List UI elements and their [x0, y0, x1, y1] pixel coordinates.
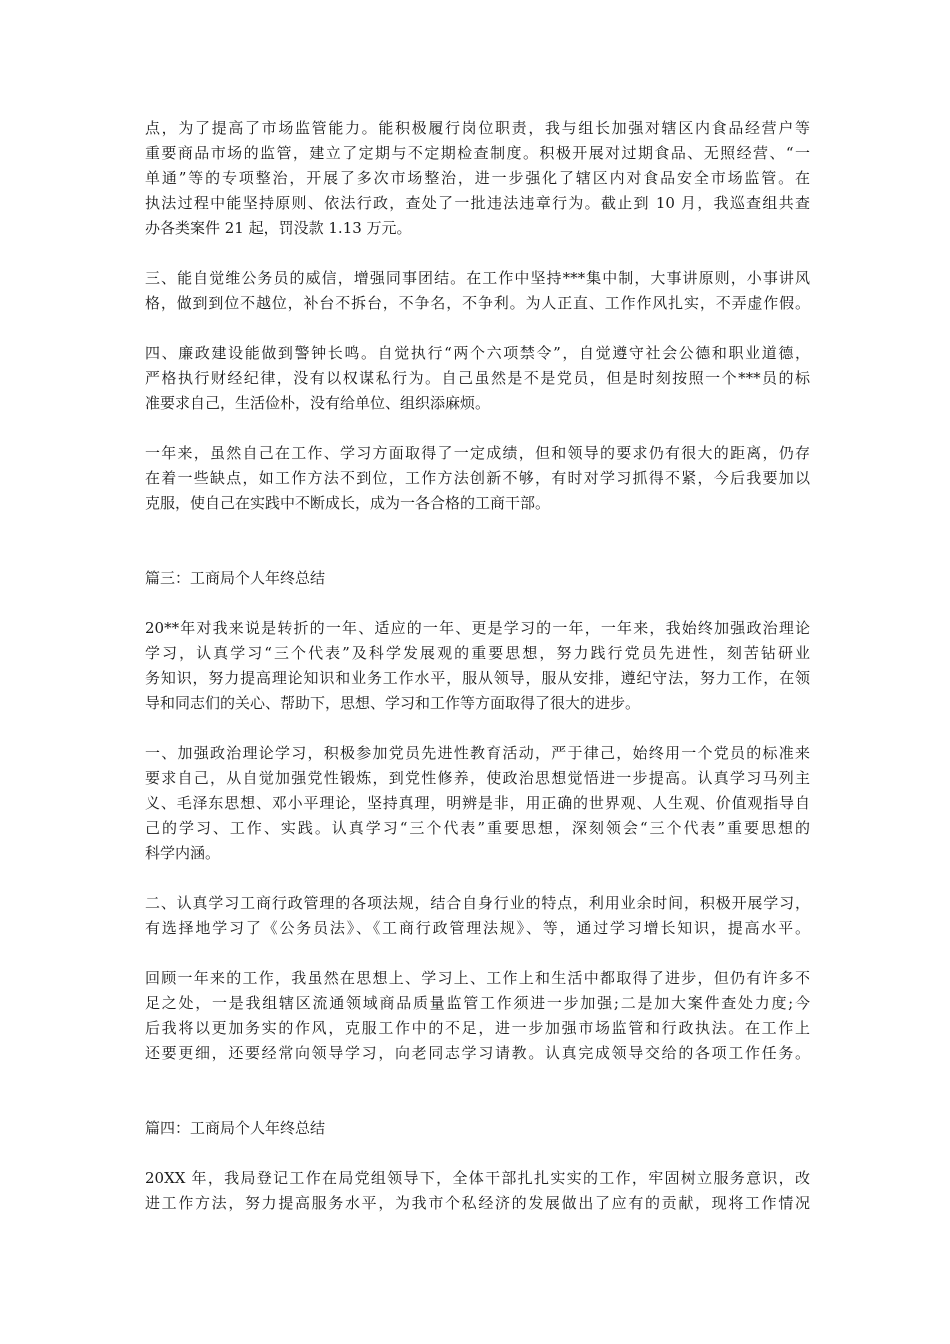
text-line: 导和同志们的关心、帮助下，思想、学习和工作等方面取得了很大的进步。: [145, 694, 641, 712]
paragraph-part-three-review: [145, 966, 810, 1066]
text-line: 后我将以更加务实的作风，克服工作中的不足，进一步加强市场监管和行政执法。在工作上: [145, 1019, 810, 1037]
text-line: 一年来，虽然自己在工作、学习方面取得了一定成绩，但和领导的要求仍有很大的距离，仍存: [145, 444, 810, 462]
text-line: 单通”等的专项整治，开展了多次市场整治，进一步强化了辖区内对食品安全市场监管。在: [145, 169, 810, 187]
paragraph-part-three-two: [145, 891, 810, 941]
text-line: 己的学习、工作、实践。认真学习“三个代表”重要思想，深刻领会“三个代表”重要思想的: [145, 819, 810, 837]
paragraph-section-four: [145, 341, 810, 416]
text-line: 重要商品市场的监管，建立了定期与不定期检查制度。积极开展对过期食品、无照经营、“一: [145, 144, 810, 162]
paragraph-part-three-one: [145, 741, 810, 866]
text-line: 有选择地学习了《公务员法》、《工商行政管理法规》、等，通过学习增长知识，提高水平。: [145, 919, 810, 937]
text-line: 二、认真学习工商行政管理的各项法规，结合自身行业的特点，利用业余时间，积极开展学习，: [145, 894, 810, 912]
heading-part-four: [145, 1116, 810, 1141]
text-line: 执法过程中能坚持原则、依法行政，查处了一批违法违章行为。截止到 10 月，我巡查组共查: [145, 194, 810, 212]
text-line: 三、能自觉维公务员的威信，增强同事团结。在工作中坚持***集中制，大事讲原则，小事讲风: [145, 269, 810, 287]
text-line: 在着一些缺点，如工作方法不到位，工作方法创新不够，有时对学习抓得不紧，今后我要加以: [145, 469, 810, 487]
text-line: 足之处，一是我组辖区流通领域商品质量监管工作须进一步加强;二是加大案件查处力度;今: [145, 994, 810, 1012]
text-line: 克服，使自己在实践中不断成长，成为一各合格的工商干部。: [145, 494, 551, 512]
paragraph-year-review: [145, 441, 810, 516]
section-heading: 篇三：工商局个人年终总结: [145, 569, 326, 587]
text-line: 务知识，努力提高理论知识和业务工作水平，服从领导，服从安排，遵纪守法，努力工作，在领: [145, 669, 810, 687]
text-line: 办各类案件 21 起，罚没款 1.13 万元。: [145, 219, 412, 237]
text-line: 还要更细，还要经常向领导学习，向老同志学习请教。认真完成领导交给的各项工作任务。: [145, 1044, 810, 1062]
paragraph-part-three-intro: [145, 616, 810, 716]
text-line: 20**年对我来说是转折的一年、适应的一年、更是学习的一年，一年来，我始终加强政治理论: [145, 619, 810, 637]
text-line: 严格执行财经纪律，没有以权谋私行为。自己虽然是不是党员，但是时刻按照一个***员的标: [145, 369, 810, 387]
text-line: 四、廉政建设能做到警钟长鸣。自觉执行“两个六项禁令”，自觉遵守社会公德和职业道德，: [145, 344, 810, 362]
text-line: 回顾一年来的工作，我虽然在思想上、学习上、工作上和生活中都取得了进步，但仍有许多不: [145, 969, 810, 987]
text-line: 要求自己，从自觉加强党性锻炼，到党性修养，使政治思想觉悟进一步提高。认真学习马列主: [145, 769, 810, 787]
text-line: 科学内涵。: [145, 844, 221, 862]
paragraph-market-supervision: [145, 116, 810, 241]
text-line: 准要求自己，生活俭朴，没有给单位、组织添麻烦。: [145, 394, 491, 412]
text-line: 20XX 年，我局登记工作在局党组领导下，全体干部扎扎实实的工作，牢固树立服务意识，改: [145, 1169, 810, 1187]
heading-part-three: [145, 566, 810, 591]
text-line: 点，为了提高了市场监管能力。能积极履行岗位职责，我与组长加强对辖区内食品经营户等: [145, 119, 810, 137]
text-line: 格，做到到位不越位，补台不拆台，不争名，不争利。为人正直、工作作风扎实，不弄虚作假。: [145, 294, 810, 312]
text-line: 学习，认真学习“三个代表”及科学发展观的重要思想，努力践行党员先进性，刻苦钻研业: [145, 644, 810, 662]
text-line: 一、加强政治理论学习，积极参加党员先进性教育活动，严于律己，始终用一个党员的标准来: [145, 744, 810, 762]
text-line: 义、毛泽东思想、邓小平理论，坚持真理，明辨是非，用正确的世界观、人生观、价值观指导自: [145, 794, 810, 812]
text-line: 进工作方法，努力提高服务水平，为我市个私经济的发展做出了应有的贡献，现将工作情况: [145, 1194, 810, 1212]
paragraph-section-three: [145, 266, 810, 316]
paragraph-part-four-intro: [145, 1166, 810, 1216]
section-heading: 篇四：工商局个人年终总结: [145, 1119, 326, 1137]
